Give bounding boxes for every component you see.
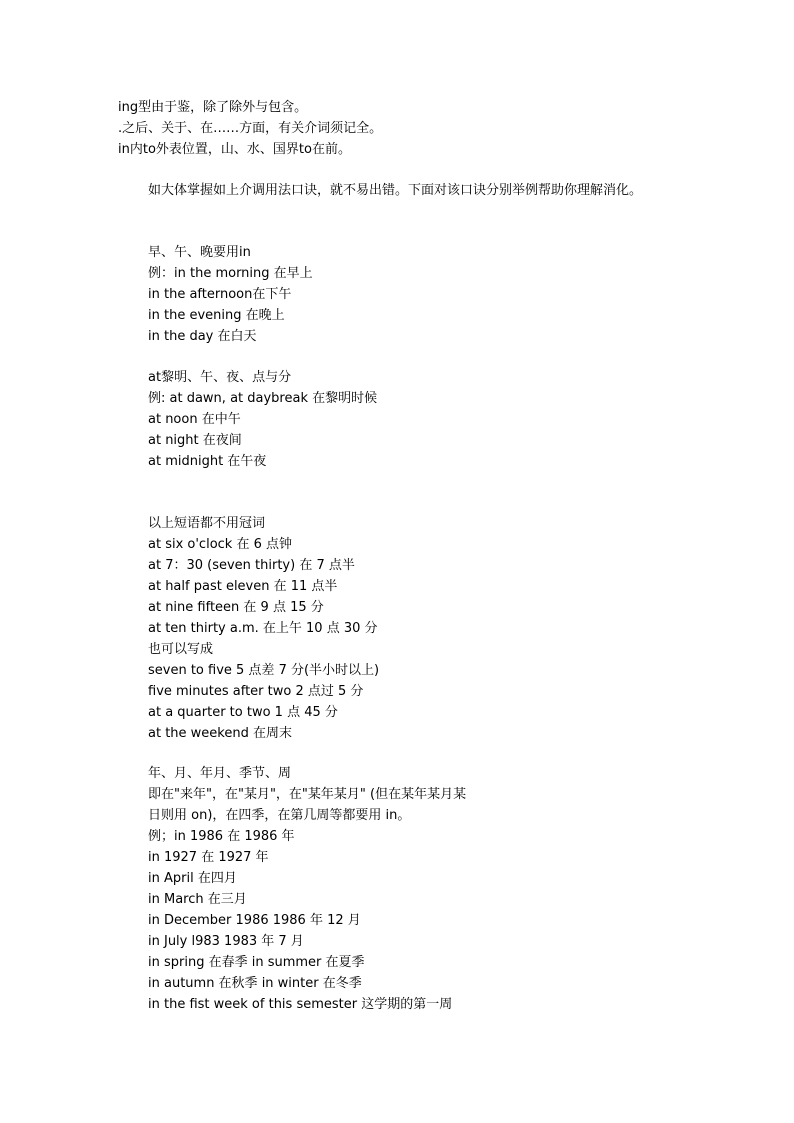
- example-line: at a quarter to two 1 点 45 分: [148, 705, 338, 720]
- example-line: 例：in the morning 在早上: [148, 266, 313, 281]
- section-heading: 年、月、年月、季节、周: [148, 766, 292, 781]
- example-line: at six o'clock 在 6 点钟: [148, 537, 292, 552]
- section-years-months-seasons: [148, 763, 748, 1015]
- example-line: at nine fifteen 在 9 点 15 分: [148, 600, 324, 615]
- example-line: 例: at dawn, at daybreak 在黎明时候: [148, 391, 378, 406]
- example-line: five minutes after two 2 点过 5 分: [148, 684, 364, 699]
- section-dawn-noon-night: [148, 367, 748, 472]
- example-line: in 1927 在 1927 年: [148, 850, 269, 865]
- example-line: at ten thirty a.m. 在上午 10 点 30 分: [148, 621, 378, 636]
- example-line: in July l983 1983 年 7 月: [148, 934, 304, 949]
- example-line: in the day 在白天: [148, 329, 257, 344]
- section-heading: at黎明、午、夜、点与分: [148, 370, 292, 385]
- mnemonic-intro: [118, 97, 758, 160]
- section-heading: 以上短语都不用冠词: [148, 516, 266, 531]
- example-line: 也可以写成: [148, 642, 214, 657]
- section-clock-times: [148, 513, 748, 744]
- text-line: ing型由于鉴，除了除外与包含。: [118, 100, 308, 115]
- example-line: at midnight 在午夜: [148, 454, 267, 469]
- section-heading: 早、午、晚要用in: [148, 245, 251, 260]
- example-line: at half past eleven 在 11 点半: [148, 579, 338, 594]
- example-line: in the afternoon在下午: [148, 287, 292, 302]
- section-morning-afternoon-evening: [148, 242, 748, 347]
- example-line: in the fist week of this semester 这学期的第一周: [148, 997, 453, 1012]
- example-line: 即在"来年"，在"某月"，在"某年某月" (但在某年某月某: [148, 787, 467, 802]
- example-line: in December 1986 1986 年 12 月: [148, 913, 361, 928]
- example-line: in spring 在春季 in summer 在夏季: [148, 955, 365, 970]
- example-line: seven to five 5 点差 7 分(半小时以上): [148, 663, 380, 678]
- example-line: at the weekend 在周末: [148, 726, 292, 741]
- example-line: at 7：30 (seven thirty) 在 7 点半: [148, 558, 355, 573]
- example-line: 例；in 1986 在 1986 年: [148, 829, 295, 844]
- text-line: .之后、关于、在……方面，有关介词须记全。: [118, 121, 383, 136]
- example-line: at night 在夜间: [148, 433, 242, 448]
- text-line: in内to外表位置，山、水、国界to在前。: [118, 142, 351, 157]
- example-line: in the evening 在晚上: [148, 308, 285, 323]
- example-line: 日则用 on)，在四季，在第几周等都要用 in。: [148, 808, 411, 823]
- example-line: in autumn 在秋季 in winter 在冬季: [148, 976, 362, 991]
- example-line: in March 在三月: [148, 892, 247, 907]
- lead-paragraph: 如大体掌握如上介调用法口诀，就不易出错。下面对该口诀分别举例帮助你理解消化。: [148, 183, 643, 198]
- example-line: at noon 在中午: [148, 412, 241, 427]
- example-line: in April 在四月: [148, 871, 237, 886]
